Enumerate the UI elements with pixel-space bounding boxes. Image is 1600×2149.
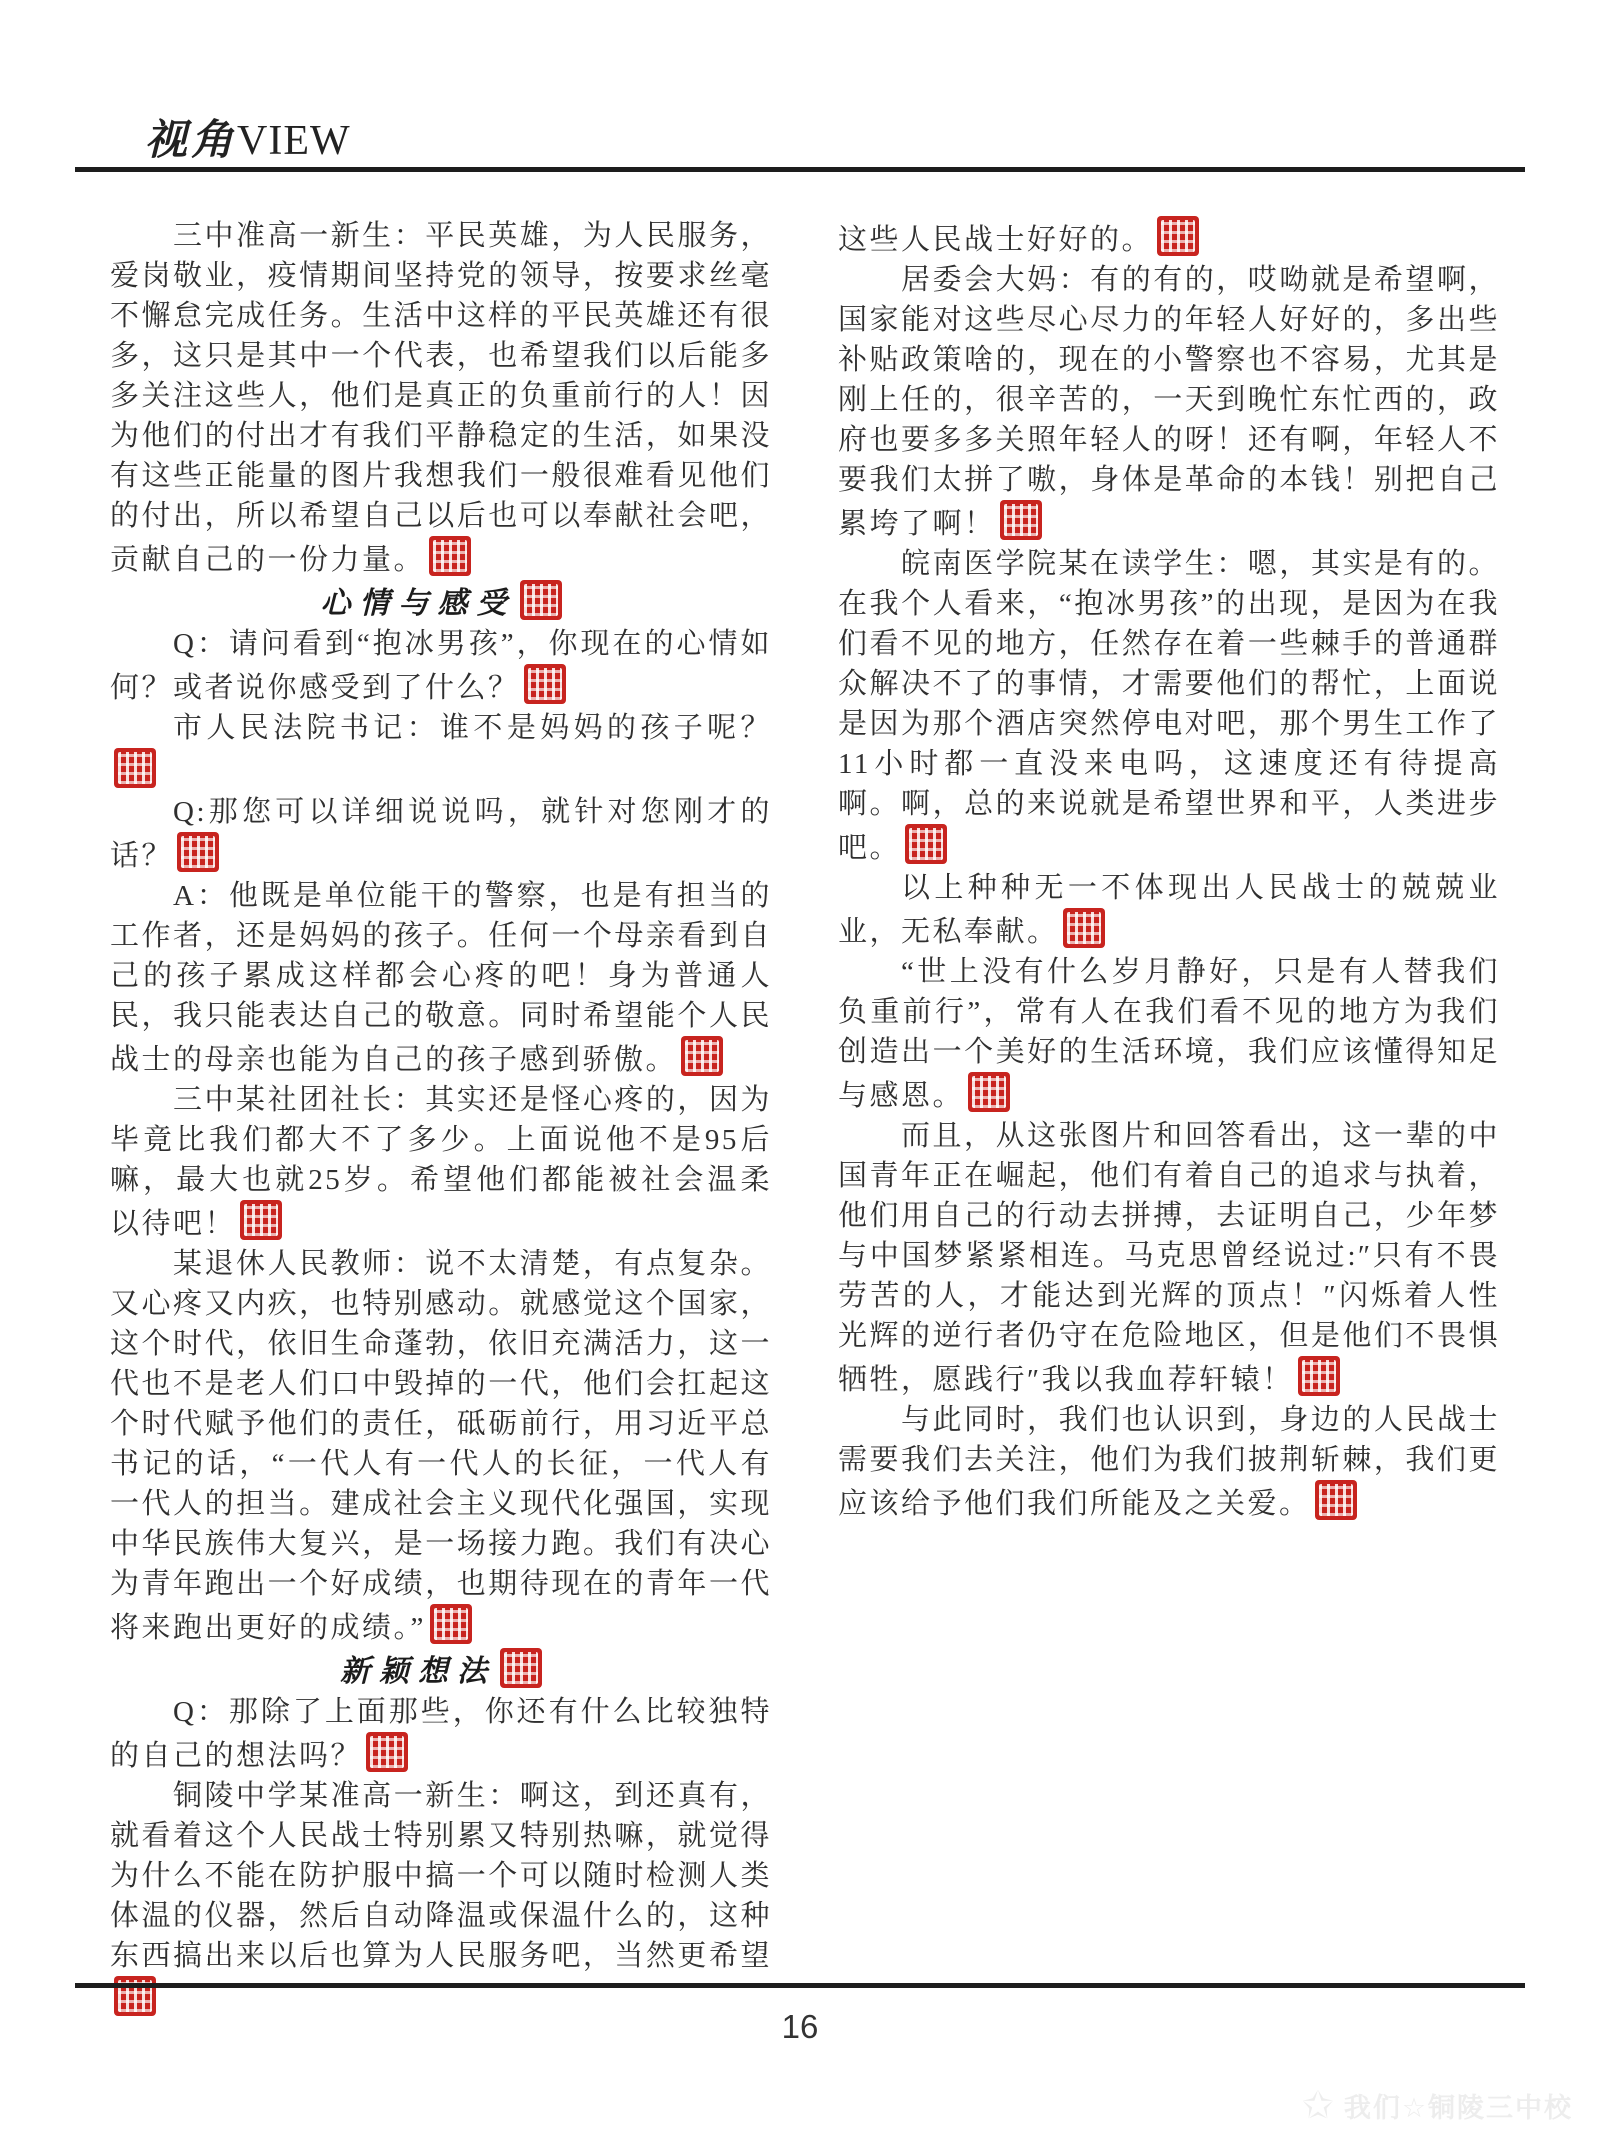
- text-block: [110, 1244, 772, 1648]
- text-block: [838, 868, 1500, 952]
- paragraph-text: A：他既是单位能干的警察，也是有担当的工作者，还是妈妈的孩子。任何一个母亲看到自己的孩子累成这样都会心疼的吧！身为普通人民，我只能表达自己的敬意。同时希望能个人民战士的母亲也能为自己的孩子感到骄傲。: [110, 880, 772, 1076]
- text-block: [110, 216, 772, 580]
- left-column: [110, 216, 772, 2020]
- text-block: [838, 1116, 1500, 1400]
- footer-rule: [75, 1983, 1525, 1988]
- masthead-title-zh: 视角: [145, 118, 238, 164]
- paragraph-text: 这些人民战士好好的。: [838, 224, 1154, 256]
- red-seal-stamp: [500, 1648, 542, 1688]
- paragraph-text: 而且，从这张图片和回答看出，这一辈的中国青年正在崛起，他们有着自己的追求与执着，他们用自己的行动去拼搏，去证明自己，少年梦与中国梦紧紧相连。马克思曾经说过:″只有不畏劳苦的人，才能达到光辉的顶点！″闪烁着人性光辉的逆行者仍守在危险地区，但是他们不畏惧牺牲，愿践行″我以我血荐轩辕！: [838, 1120, 1500, 1396]
- text-block: [838, 544, 1500, 868]
- watermark: [1302, 2086, 1573, 2125]
- red-seal-stamp: [366, 1732, 408, 1772]
- red-seal-stamp: [240, 1200, 282, 1240]
- text-block: [110, 1692, 772, 1776]
- star-icon: ✩: [1302, 2084, 1336, 2127]
- paragraph-text: “世上没有什么岁月静好，只是有人替我们负重前行”，常有人在我们看不见的地方为我们创造出一个美好的生活环境，我们应该懂得知足与感恩。: [838, 956, 1500, 1112]
- article-body: [110, 216, 1500, 2020]
- paragraph-text: 某退休人民教师：说不太清楚，有点复杂。又心疼又内疚，也特别感动。就感觉这个国家，这个时代，依旧生命蓬勃，依旧充满活力，这一代也不是老人们口中毁掉的一代，他们会扛起这个时代赋予他们的责任，砥砺前行，用习近平总书记的话，“一代人有一代人的长征，一代人有一代人的担当。建成社会主义现代化强国，实现中华民族伟大复兴，是一场接力跑。我们有决心为青年跑出一个好成绩，也期待现在的青年一代将来跑出更好的成绩。”: [110, 1248, 772, 1644]
- paragraph-text: 与此同时，我们也认识到，身边的人民战士需要我们去关注，他们为我们披荆斩棘，我们更应该给予他们我们所能及之关爱。: [838, 1404, 1500, 1520]
- header-rule: [75, 167, 1525, 172]
- text-block: [838, 952, 1500, 1116]
- text-block: [110, 1648, 772, 1692]
- red-seal-stamp: [1315, 1480, 1357, 1520]
- paragraph-text: 新颖想法: [340, 1655, 496, 1688]
- paragraph-text: 以上种种无一不体现出人民战士的兢兢业业，无私奉献。: [838, 872, 1500, 948]
- page-number: 16: [781, 2008, 819, 2045]
- masthead-title-en: VIEW: [237, 118, 351, 164]
- red-seal-stamp: [177, 832, 219, 872]
- red-seal-stamp: [524, 664, 566, 704]
- red-seal-stamp: [1298, 1356, 1340, 1396]
- red-seal-stamp: [1000, 500, 1042, 540]
- red-seal-stamp: [968, 1072, 1010, 1112]
- text-block: [110, 876, 772, 1080]
- red-seal-stamp: [430, 1604, 472, 1644]
- text-block: [838, 216, 1500, 260]
- paragraph-text: 三中准高一新生：平民英雄，为人民服务，爱岗敬业，疫情期间坚持党的领导，按要求丝毫不懈怠完成任务。生活中这样的平民英雄还有很多，这只是其中一个代表，也希望我们以后能多多关注这些人，他们是真正的负重前行的人！因为他们的付出才有我们平静稳定的生活，如果没有这些正能量的图片我想我们一般很难看见他们的付出，所以希望自己以后也可以奉献社会吧，贡献自己的一份力量。: [110, 220, 772, 576]
- paragraph-text: 铜陵中学某准高一新生：啊这，到还真有，就看着这个人民战士特别累又特别热嘛，就觉得为什么不能在防护服中搞一个可以随时检测人类体温的仪器，然后自动降温或保温什么的，这种东西搞出来以后也算为人民服务吧，当然更希望: [110, 1780, 772, 1972]
- red-seal-stamp: [1157, 216, 1199, 256]
- text-block: [110, 624, 772, 708]
- paragraph-text: 三中某社团社长：其实还是怪心疼的，因为毕竟比我们都大不了多少。上面说他不是95后嘛，最大也就25岁。希望他们都能被社会温柔以待吧！: [110, 1084, 772, 1240]
- red-seal-stamp: [520, 580, 562, 620]
- red-seal-stamp: [1063, 908, 1105, 948]
- right-column: [838, 216, 1500, 2020]
- red-seal-stamp: [429, 536, 471, 576]
- text-block: [110, 580, 772, 624]
- text-block: [110, 1080, 772, 1244]
- paragraph-text: 居委会大妈：有的有的，哎呦就是希望啊，国家能对这些尽心尽力的年轻人好好的，多出些补贴政策啥的，现在的小警察也不容易，尤其是刚上任的，很辛苦的，一天到晚忙东忙西的，政府也要多多关照年轻人的呀！还有啊，年轻人不要我们太拼了嗷，身体是革命的本钱！别把自己累垮了啊！: [838, 264, 1500, 540]
- watermark-text: 我们☆铜陵三中校: [1343, 2093, 1574, 2123]
- paragraph-text: Q：那除了上面那些，你还有什么比较独特的自己的想法吗？: [110, 1696, 772, 1772]
- text-block: [110, 792, 772, 876]
- paragraph-text: 皖南医学院某在读学生：嗯，其实是有的。在我个人看来，“抱冰男孩”的出现，是因为在我们看不见的地方，任然存在着一些棘手的普通群众解决不了的事情，才需要他们的帮忙，上面说是因为那个酒店突然停电对吧，那个男生工作了11小时都一直没来电吗，这速度还有待提高啊。啊，总的来说就是希望世界和平，人类进步吧。: [838, 548, 1500, 864]
- paragraph-text: 心情与感受: [320, 587, 516, 620]
- paragraph-text: Q：请问看到“抱冰男孩”，你现在的心情如何？或者说你感受到了什么？: [110, 628, 772, 704]
- section-masthead: [145, 118, 351, 173]
- red-seal-stamp: [114, 748, 156, 788]
- paragraph-text: 市人民法院书记：谁不是妈妈的孩子呢？: [173, 712, 772, 744]
- red-seal-stamp: [905, 824, 947, 864]
- paragraph-text: Q:那您可以详细说说吗，就针对您刚才的话？: [110, 796, 772, 872]
- text-block: [838, 260, 1500, 544]
- text-block: [110, 708, 772, 792]
- text-block: [838, 1400, 1500, 1524]
- red-seal-stamp: [681, 1036, 723, 1076]
